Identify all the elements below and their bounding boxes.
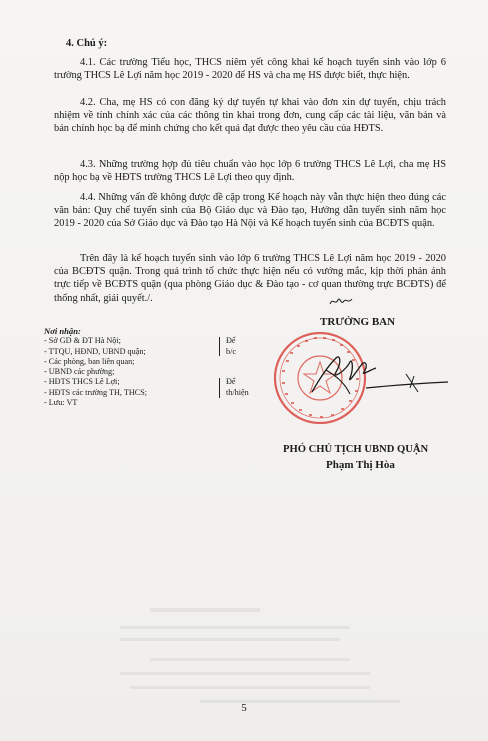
paragraph-4-2: 4.2. Cha, mẹ HS có con đăng ký dự tuyển tự khai vào đơn xin dự tuyển, chịu trách nhiệm về tính chính xác của các thông tin khai trong đơn, cung cấp các tài liệu, văn bản và bản chính học bạ để minh chứng cho kết quả đạt được theo yêu cầu của HĐTS.: [54, 97, 446, 135]
signer-title: TRƯỞNG BAN: [320, 316, 396, 328]
signer-name: Phạm Thị Hòa: [326, 459, 395, 471]
recipient-item: [44, 357, 244, 367]
recipient-text: - HĐTS THCS Lê Lợi;: [44, 377, 120, 387]
recipient-item: [44, 347, 244, 357]
recipient-note: b/c: [226, 346, 237, 356]
recipient-note: th/hiện: [226, 387, 249, 397]
signer-role: PHÓ CHỦ TỊCH UBND QUẬN: [283, 444, 429, 455]
recipient-text: - HĐTS các trường TH, THCS;: [44, 387, 148, 397]
recipient-item: [44, 398, 244, 408]
recipient-note: Để: [226, 336, 236, 346]
recipients-block: [44, 326, 249, 408]
recipient-item: [44, 367, 244, 377]
page-number: 5: [241, 702, 247, 714]
recipient-note: Để: [226, 377, 236, 387]
recipient-text: - Sở GD & ĐT Hà Nội;: [44, 336, 121, 346]
recipient-text: - Các phòng, ban liên quan;: [44, 356, 135, 366]
paragraph-4-3: 4.3. Những trường hợp đủ tiêu chuẩn vào học lớp 6 trường THCS Lê Lợi, cha mẹ HS nộp học bạ về HĐTS trường THCS Lê Lợi theo quy định.: [54, 159, 446, 184]
closing-paragraph: Trên đây là kế hoạch tuyển sinh vào lớp 6 trường THCS Lê Lợi năm học 2019 - 2020 của BCĐTS quận. Trong quá trình tổ chức thực hiện nếu có vướng mắc, kịp thời phản ánh trực tiếp về BCĐTS quận (qua phòng Giáo dục & Đào tạo - cơ quan thường trực BCĐTS) để thống nhất, giải quyết./.: [54, 253, 446, 304]
recipient-text: - TTQU, HĐND, UBND quận;: [44, 346, 146, 356]
recipient-item: [44, 377, 244, 387]
recipient-text: - UBND các phường;: [44, 367, 115, 377]
handwritten-initial: [328, 294, 354, 308]
paragraph-4-4: 4.4. Những vấn đề không được đề cập trong Kế hoạch này vẫn thực hiện theo đúng các văn bản: Quy chế tuyển sinh của Bộ Giáo dục và Đào tạo, Hướng dẫn tuyển sinh năm học 2019 - 2020 của Sở Giáo dục và Đào tạo Hà Nội và Kế hoạch tuyển sinh của BCĐTS quận.: [54, 192, 446, 230]
bracket-divider: [219, 337, 220, 356]
bracket-divider: [219, 378, 220, 398]
section-heading: 4. Chú ý:: [66, 38, 108, 49]
recipient-item: [44, 336, 244, 346]
recipients-title: Nơi nhận:: [44, 326, 81, 336]
paragraph-4-1: 4.1. Các trường Tiểu học, THCS niêm yết công khai kế hoạch tuyển sinh vào lớp 6 trường THCS Lê Lợi năm học 2019 - 2020 để HS và cha mẹ HS được biết, thực hiện.: [54, 57, 446, 82]
recipient-item: [44, 387, 249, 398]
recipient-text: - Lưu: VT: [44, 398, 78, 408]
handwritten-signature: [306, 348, 456, 398]
